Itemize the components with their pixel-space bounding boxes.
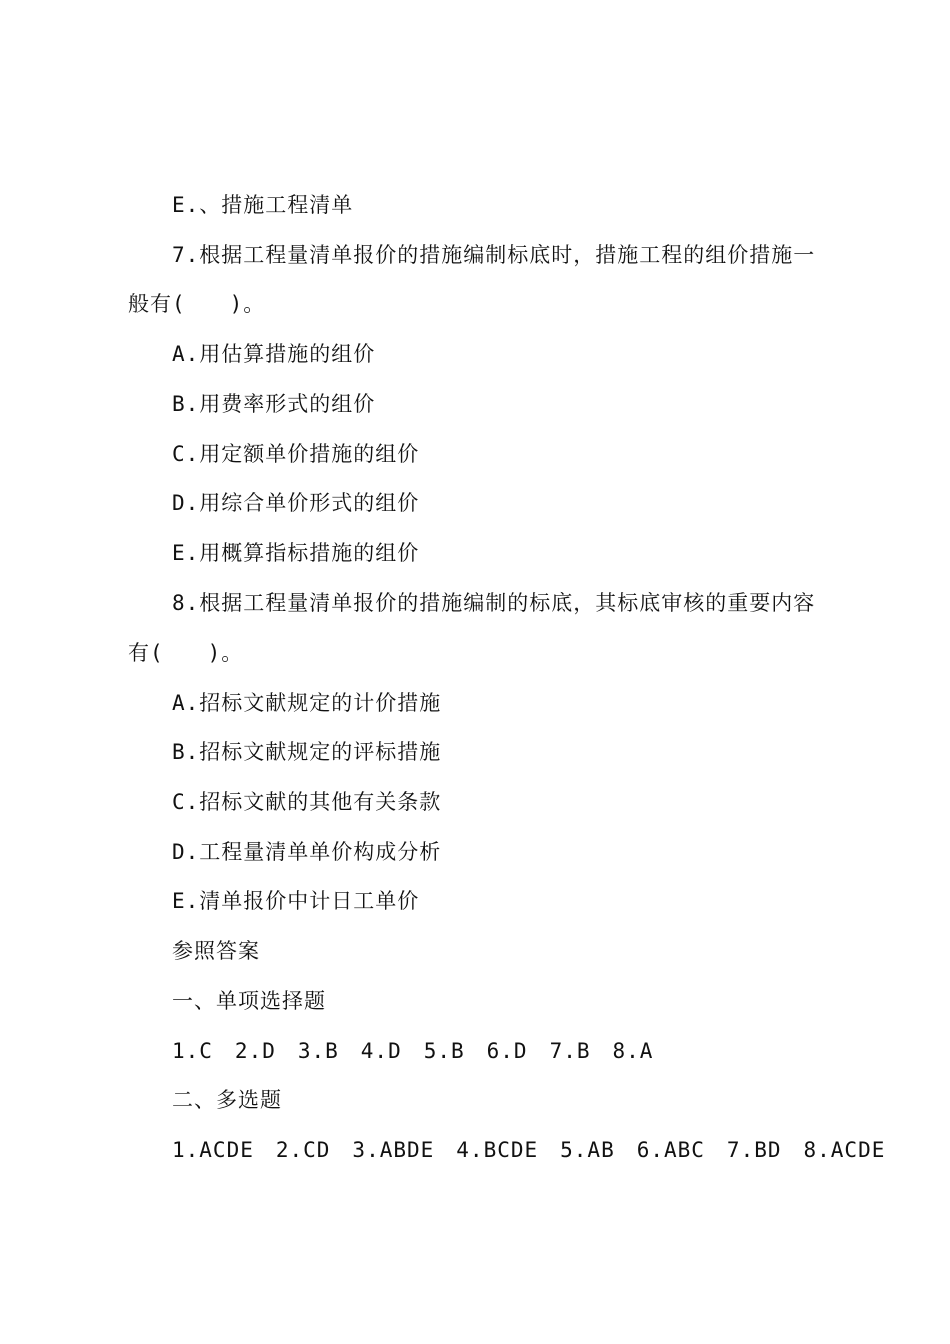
answers-section1-list: 1.C 2.D 3.B 4.D 5.B 6.D 7.B 8.A — [172, 1039, 654, 1063]
q7-option-b: B.用费率形式的组价 — [172, 392, 376, 416]
q6-option-e: E.、措施工程清单 — [172, 193, 354, 217]
answers-heading: 参照答案 — [172, 939, 260, 963]
answers-section2-title: 二、多选题 — [172, 1088, 282, 1112]
q8-stem-continued: 有( )。 — [128, 641, 244, 665]
q7-stem: 7.根据工程量清单报价的措施编制标底时，措施工程的组价措施一 — [172, 243, 816, 267]
q7-option-e: E.用概算指标措施的组价 — [172, 541, 420, 565]
q7-option-d: D.用综合单价形式的组价 — [172, 491, 420, 515]
q8-option-b: B.招标文献规定的评标措施 — [172, 740, 442, 764]
q8-option-c: C.招标文献的其他有关条款 — [172, 790, 442, 814]
answers-section1-title: 一、单项选择题 — [172, 989, 326, 1013]
q7-option-a: A.用估算措施的组价 — [172, 342, 376, 366]
q8-option-e: E.清单报价中计日工单价 — [172, 889, 420, 913]
q8-option-d: D.工程量清单单价构成分析 — [172, 840, 442, 864]
q7-stem-continued: 般有( )。 — [128, 292, 266, 316]
q8-stem: 8.根据工程量清单报价的措施编制的标底，其标底审核的重要内容 — [172, 591, 816, 615]
answers-section2-list: 1.ACDE 2.CD 3.ABDE 4.BCDE 5.AB 6.ABC 7.BD 8.ACDE — [172, 1138, 886, 1162]
q8-option-a: A.招标文献规定的计价措施 — [172, 691, 442, 715]
q7-option-c: C.用定额单价措施的组价 — [172, 442, 420, 466]
